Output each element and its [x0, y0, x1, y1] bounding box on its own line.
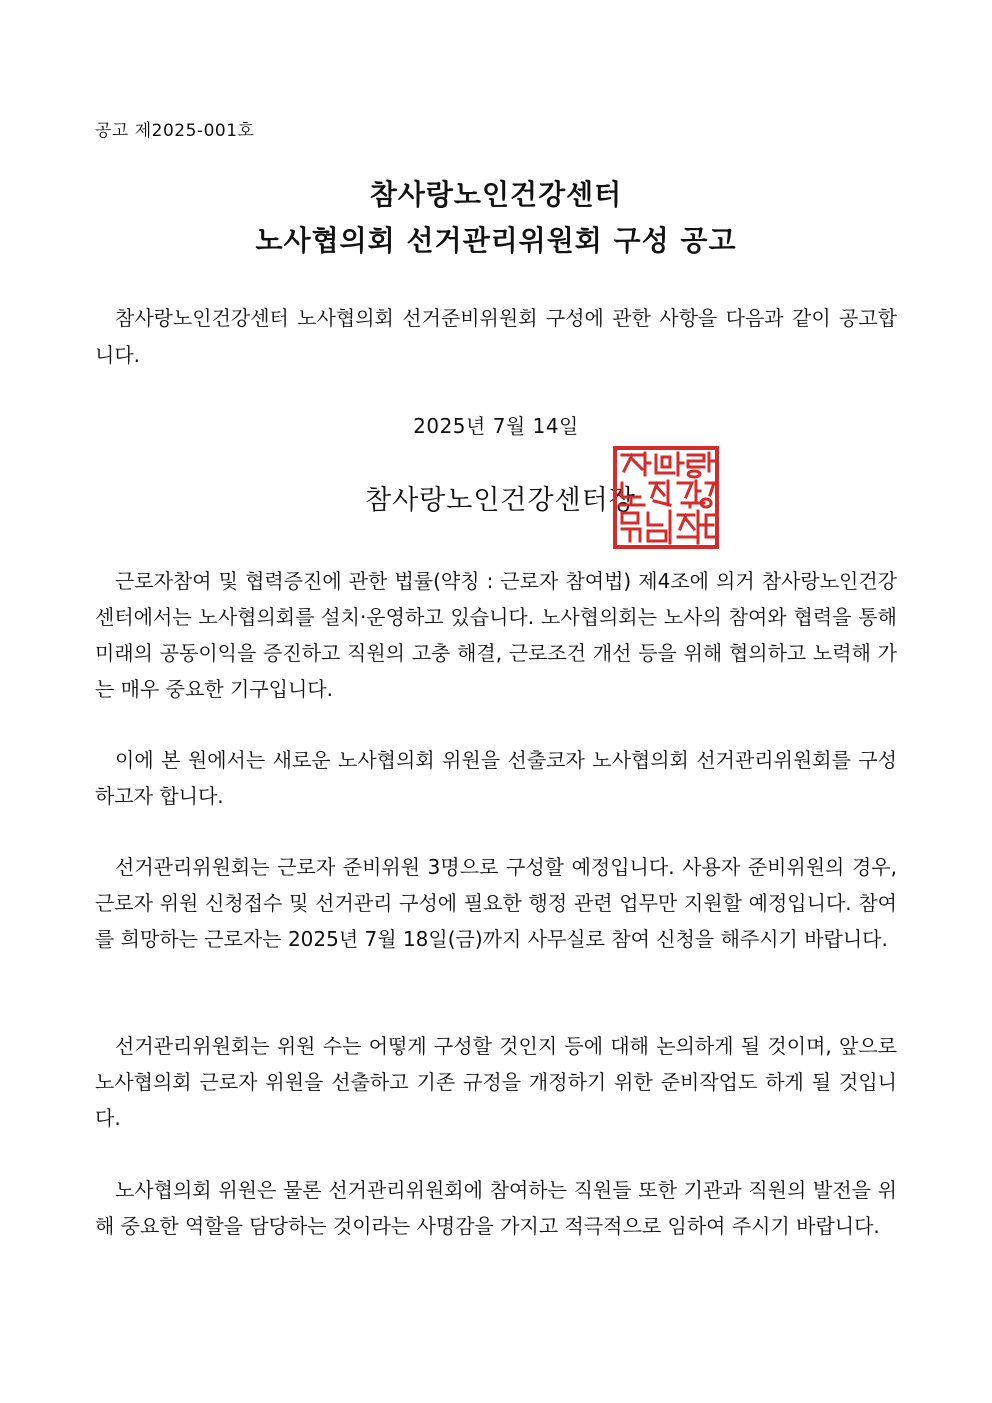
body-paragraph-role: 선거관리위원회는 위원 수는 어떻게 구성할 것인지 등에 대해 논의하게 될 것이며, 앞으로 노사협의회 근로자 위원을 선출하고 기존 규정을 개정하기 위한 준비작업도 하게 될 것입니다.: [95, 1034, 897, 1130]
body-paragraph-composition: 선거관리위원회는 근로자 준비위원 3명으로 구성할 예정입니다. 사용자 준비위원의 경우, 근로자 위원 신청접수 및 선거관리 구성에 필요한 행정 관련 업무만 지원할 예정입니다. 참여를 희망하는 근로자는 2025년 7월 18일(금)까지 사무실로 참여 신청을 해주시기 바랍니다.: [95, 855, 897, 951]
official-seal-icon: [612, 445, 720, 550]
signer-name: 참사랑노인건강센터장: [365, 485, 636, 516]
body-paragraph-legal-basis: 근로자참여 및 협력증진에 관한 법률(약칭 : 근로자 참여법) 제4조에 의거 참사랑노인건강센터에서는 노사협의회를 설치·운영하고 있습니다. 노사협의회는 노사의 참여와 협력을 통해 미래의 공동이익을 증진하고 직원의 고충 해결, 근로조건 개선 등을 위해 협의하고 노력해 가는 매우 중요한 기구입니다.: [95, 569, 897, 701]
body-paragraph-closing: 노사협의회 위원은 물론 선거관리위원회에 참여하는 직원들 또한 기관과 직원의 발전을 위해 중요한 역할을 담당하는 것이라는 사명감을 가지고 적극적으로 임하여 주시기 바랍니다.: [95, 1178, 897, 1238]
body-paragraph-purpose: 이에 본 원에서는 새로운 노사협의회 위원을 선출코자 노사협의회 선거관리위원회를 구성하고자 합니다.: [95, 748, 897, 808]
title-subject: 노사협의회 선거관리위원회 구성 공고: [255, 224, 737, 257]
document-number: 공고 제2025-001호: [95, 121, 255, 141]
title-organization: 참사랑노인건강센터: [369, 178, 623, 211]
notice-date: 2025년 7월 14일: [413, 414, 579, 438]
intro-paragraph: 참사랑노인건강센터 노사협의회 선거준비위원회 구성에 관한 사항을 다음과 같이 공고합니다.: [95, 306, 897, 367]
document-title: [0, 172, 992, 264]
